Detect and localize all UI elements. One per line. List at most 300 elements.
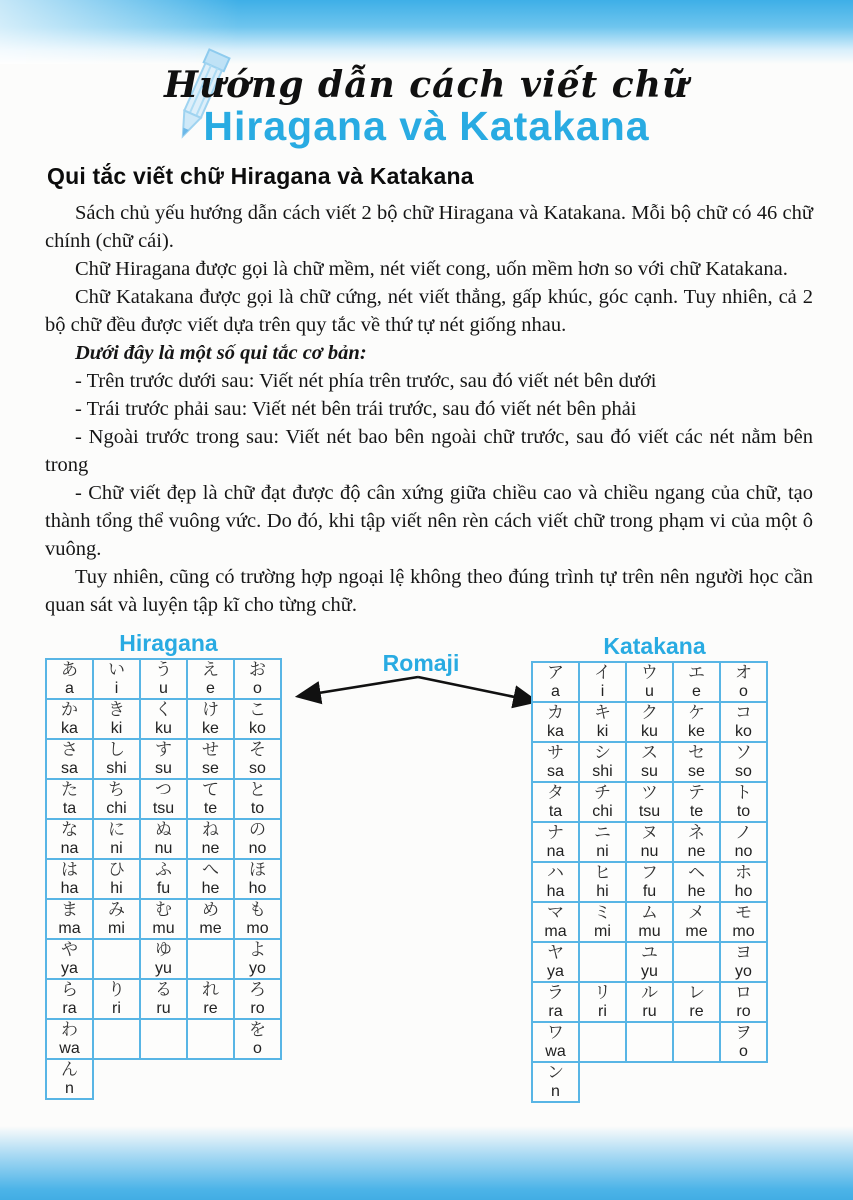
kana-glyph: ち (108, 780, 125, 800)
kana-glyph: ハ (547, 863, 564, 883)
kana-glyph: ン (547, 1063, 564, 1083)
romaji-text: wa (59, 1040, 80, 1057)
kana-cell-a (46, 659, 93, 699)
kana-cell-empty (673, 1022, 720, 1062)
kana-glyph: わ (61, 1020, 78, 1040)
romaji-text: su (155, 760, 172, 777)
kana-cell-o (234, 1019, 281, 1059)
kana-cell-shi (579, 742, 626, 782)
kana-glyph: つ (155, 780, 172, 800)
romaji-text: ri (112, 1000, 121, 1017)
hiragana-table (45, 658, 282, 1100)
paragraph-katakana: Chữ Katakana được gọi là chữ cứng, nét viết thẳng, gấp khúc, góc cạnh. Tuy nhiên, cả 2 bộ chữ đều được viết dựa trên quy tắc về thứ tự nét giống nhau. (45, 286, 813, 336)
kana-glyph: や (61, 940, 78, 960)
kana-cell-me (673, 902, 720, 942)
kana-glyph: す (155, 740, 172, 760)
romaji-text: shi (106, 760, 127, 777)
romaji-text: fu (156, 880, 171, 897)
romaji-text: sa (547, 763, 564, 780)
kana-glyph: ニ (594, 823, 611, 843)
romaji-text: no (248, 840, 267, 857)
romaji-text: ho (734, 883, 753, 900)
kana-glyph: ね (202, 820, 219, 840)
romaji-text: n (551, 1083, 560, 1100)
bottom-gradient-band (0, 1126, 853, 1200)
romaji-text: mo (246, 920, 269, 937)
page-title: Hiragana và Katakana (203, 103, 650, 149)
kana-cell-n (46, 1059, 93, 1099)
kana-cell-hi (93, 859, 140, 899)
romaji-text: ni (596, 843, 609, 860)
kana-cell-nu (140, 819, 187, 859)
kana-glyph: ト (735, 783, 752, 803)
kana-glyph: ム (641, 903, 658, 923)
romaji-text: ya (61, 960, 78, 977)
kana-cell-ha (46, 859, 93, 899)
kana-glyph: ル (641, 983, 658, 1003)
kana-glyph: テ (688, 783, 705, 803)
kana-glyph: チ (594, 783, 611, 803)
romaji-text: ni (110, 840, 123, 857)
romaji-text: se (688, 763, 705, 780)
kana-cell-te (187, 779, 234, 819)
kana-cell-empty (93, 939, 140, 979)
romaji-text: sa (61, 760, 78, 777)
kana-cell-ku (140, 699, 187, 739)
kana-row (46, 659, 281, 699)
romaji-text: ya (547, 963, 564, 980)
kana-cell-ke (673, 702, 720, 742)
kana-cell-na (532, 822, 579, 862)
romaji-text: ne (687, 843, 706, 860)
kana-cell-ni (93, 819, 140, 859)
kana-cell-ku (626, 702, 673, 742)
kana-row (532, 1062, 767, 1102)
romaji-text: me (685, 923, 708, 940)
kana-cell-empty (140, 1019, 187, 1059)
kana-glyph: ミ (594, 903, 611, 923)
kana-row (532, 662, 767, 702)
romaji-text: e (692, 683, 701, 700)
kana-cell-ha (532, 862, 579, 902)
kana-cell-e (673, 662, 720, 702)
romaji-text: hi (110, 880, 123, 897)
kana-glyph: メ (688, 903, 705, 923)
kana-cell-to (234, 779, 281, 819)
romaji-text: mi (108, 920, 125, 937)
kana-cell-ro (720, 982, 767, 1022)
romaji-text: hi (596, 883, 609, 900)
romaji-text: ro (250, 1000, 265, 1017)
romaji-text: ha (60, 880, 79, 897)
kana-cell-empty (579, 1022, 626, 1062)
kana-cell-na (46, 819, 93, 859)
kana-row (46, 819, 281, 859)
kana-cell-he (187, 859, 234, 899)
kana-glyph: ナ (547, 823, 564, 843)
romaji-text: ka (61, 720, 78, 737)
kana-glyph: お (249, 660, 266, 680)
romaji-text: ru (156, 1000, 171, 1017)
kana-cell-o (720, 1022, 767, 1062)
kana-glyph: ラ (547, 983, 564, 1003)
kana-cell-ne (187, 819, 234, 859)
romaji-text: ma (58, 920, 81, 937)
script-title: Hướng dẫn cách viết chữ (163, 64, 690, 106)
kana-glyph: ふ (155, 860, 172, 880)
kana-cell-ya (46, 939, 93, 979)
romaji-text: ka (547, 723, 564, 740)
kana-cell-e (187, 659, 234, 699)
kana-glyph: よ (249, 940, 266, 960)
kana-cell-shi (93, 739, 140, 779)
kana-cell-tsu (626, 782, 673, 822)
rule-item-top-first: - Trên trước dưới sau: Viết nét phía trên trước, sau đó viết nét bên dưới (75, 370, 657, 392)
romaji-text: ra (548, 1003, 563, 1020)
romaji-text: nu (640, 843, 659, 860)
kana-glyph: を (249, 1020, 266, 1040)
kana-cell-ki (579, 702, 626, 742)
kana-glyph: し (108, 740, 125, 760)
kana-glyph: サ (547, 743, 564, 763)
romaji-text: ma (544, 923, 567, 940)
kana-glyph: ん (61, 1060, 78, 1080)
kana-glyph: ネ (688, 823, 705, 843)
kana-cell-a (532, 662, 579, 702)
kana-cell-yu (140, 939, 187, 979)
romaji-text: ho (248, 880, 267, 897)
paragraph-hiragana: Chữ Hiragana được gọi là chữ mềm, nét viết cong, uốn mềm hơn so với chữ Katakana. (75, 258, 788, 280)
kana-glyph: の (249, 820, 266, 840)
body-text (45, 163, 813, 619)
kana-cell-tsu (140, 779, 187, 819)
kana-cell-re (187, 979, 234, 1019)
kana-glyph: ゆ (155, 940, 172, 960)
kana-cell-ho (234, 859, 281, 899)
kana-glyph: た (61, 780, 78, 800)
kana-cell-no (234, 819, 281, 859)
romaji-text: na (60, 840, 79, 857)
kana-row (532, 1022, 767, 1062)
kana-glyph: こ (249, 700, 266, 720)
romaji-text: ko (249, 720, 266, 737)
kana-glyph: め (202, 900, 219, 920)
romaji-text: mo (732, 923, 755, 940)
kana-cell-i (579, 662, 626, 702)
kana-glyph: り (108, 980, 125, 1000)
romaji-text: ta (548, 803, 563, 820)
kana-cell-fu (626, 862, 673, 902)
kana-cell-ka (46, 699, 93, 739)
kana-glyph: て (202, 780, 219, 800)
rules-intro: Dưới đây là một số qui tắc cơ bản: (75, 342, 367, 364)
katakana-table (531, 661, 768, 1103)
kana-glyph: ノ (735, 823, 752, 843)
kana-glyph: レ (688, 983, 705, 1003)
kana-glyph: タ (547, 783, 564, 803)
romaji-text: ta (62, 800, 77, 817)
rule-item-balance: - Chữ viết đẹp là chữ đạt được độ cân xứng giữa chiều cao và chiều ngang của chữ, tạo thành tổng thể vuông vức. Do đó, khi tập viết nên rèn cách viết chữ trong phạm vi của một ô vuông. (45, 482, 813, 560)
kana-cell-mu (140, 899, 187, 939)
romaji-text: ki (110, 720, 123, 737)
kana-glyph: ロ (735, 983, 752, 1003)
romaji-text: so (735, 763, 752, 780)
kana-cell-empty (673, 942, 720, 982)
romaji-text: so (249, 760, 266, 777)
kana-cell-ne (673, 822, 720, 862)
romaji-text: ke (688, 723, 705, 740)
kana-cell-ki (93, 699, 140, 739)
kana-cell-wa (46, 1019, 93, 1059)
kana-cell-ra (532, 982, 579, 1022)
kana-row (532, 942, 767, 982)
romaji-text: no (734, 843, 753, 860)
romaji-text: he (201, 880, 220, 897)
kana-glyph: ホ (735, 863, 752, 883)
kana-glyph: ク (641, 703, 658, 723)
kana-cell-empty (93, 1019, 140, 1059)
kana-glyph: え (202, 660, 219, 680)
kana-cell-to (720, 782, 767, 822)
romaji-text: ri (598, 1003, 607, 1020)
kana-glyph: む (155, 900, 172, 920)
romaji-text: ku (641, 723, 658, 740)
arrow-to-katakana (418, 677, 534, 701)
katakana-table-label: Katakana (603, 633, 706, 659)
romaji-text: ro (736, 1003, 751, 1020)
kana-glyph: ま (61, 900, 78, 920)
kana-cell-yu (626, 942, 673, 982)
kana-glyph: に (108, 820, 125, 840)
kana-cell-me (187, 899, 234, 939)
kana-glyph: ヲ (735, 1023, 752, 1043)
kana-cell-ta (532, 782, 579, 822)
arrow-to-hiragana (300, 677, 418, 696)
kana-glyph: そ (249, 740, 266, 760)
kana-row (532, 782, 767, 822)
kana-glyph: ツ (641, 783, 658, 803)
kana-glyph: み (108, 900, 125, 920)
katakana-table-wrap (531, 661, 768, 1103)
romaji-label: Romaji (382, 650, 460, 676)
kana-cell-so (720, 742, 767, 782)
romaji-text: chi (592, 803, 613, 820)
kana-cell-su (626, 742, 673, 782)
kana-cell-u (626, 662, 673, 702)
kana-glyph: ウ (641, 663, 658, 683)
romaji-text: he (687, 883, 706, 900)
kana-glyph: ヤ (547, 943, 564, 963)
kana-glyph: ユ (641, 943, 658, 963)
romaji-text: ra (62, 1000, 77, 1017)
kana-cell-ma (532, 902, 579, 942)
kana-glyph: ひ (108, 860, 125, 880)
kana-glyph: ア (547, 663, 564, 683)
kana-glyph: ほ (249, 860, 266, 880)
kana-cell-empty (626, 1022, 673, 1062)
rule-item-outside-first: - Ngoài trước trong sau: Viết nét bao bên ngoài chữ trước, sau đó viết các nét nằm bên trong (45, 426, 813, 476)
kana-cell-he (673, 862, 720, 902)
kana-row (46, 979, 281, 1019)
romaji-text: nu (154, 840, 173, 857)
kana-cell-ro (234, 979, 281, 1019)
kana-glyph: イ (594, 663, 611, 683)
kana-row (46, 899, 281, 939)
kana-row (532, 982, 767, 1022)
kana-cell-hi (579, 862, 626, 902)
kana-row (46, 699, 281, 739)
romaji-text: u (645, 683, 654, 700)
kana-glyph: ヌ (641, 823, 658, 843)
kana-cell-ko (720, 702, 767, 742)
kana-cell-o (720, 662, 767, 702)
romaji-text: ki (596, 723, 609, 740)
kana-cell-ri (579, 982, 626, 1022)
kana-cell-te (673, 782, 720, 822)
kana-row (532, 902, 767, 942)
kana-row (46, 779, 281, 819)
hiragana-table-wrap (45, 658, 282, 1100)
kana-cell-se (187, 739, 234, 779)
kana-row (532, 822, 767, 862)
romaji-text: o (739, 683, 748, 700)
kana-glyph: れ (202, 980, 219, 1000)
romaji-text: yo (735, 963, 752, 980)
kana-cell-mi (93, 899, 140, 939)
romaji-text: te (689, 803, 704, 820)
kana-glyph: キ (594, 703, 611, 723)
romaji-text: a (65, 680, 74, 697)
kana-glyph: エ (688, 663, 705, 683)
kana-glyph: あ (61, 660, 78, 680)
kana-cell-no (720, 822, 767, 862)
kana-glyph: も (249, 900, 266, 920)
kana-glyph: セ (688, 743, 705, 763)
romaji-text: ku (155, 720, 172, 737)
kana-cell-empty (579, 942, 626, 982)
romaji-text: mi (594, 923, 611, 940)
kana-glyph: モ (735, 903, 752, 923)
kana-cell-so (234, 739, 281, 779)
kana-glyph: オ (735, 663, 752, 683)
kana-glyph: か (61, 700, 78, 720)
kana-cell-mo (720, 902, 767, 942)
romaji-text: mu (152, 920, 175, 937)
kana-glyph: き (108, 700, 125, 720)
kana-glyph: る (155, 980, 172, 1000)
kana-glyph: コ (735, 703, 752, 723)
kana-row (46, 939, 281, 979)
kana-cell-mu (626, 902, 673, 942)
kana-cell-ko (234, 699, 281, 739)
romaji-text: fu (642, 883, 657, 900)
kana-glyph: く (155, 700, 172, 720)
kana-glyph: ヘ (688, 863, 705, 883)
kana-glyph: ソ (735, 743, 752, 763)
kana-cell-re (673, 982, 720, 1022)
kana-cell-wa (532, 1022, 579, 1062)
romaji-text: u (159, 680, 168, 697)
romaji-text: tsu (638, 803, 661, 820)
romaji-text: ru (642, 1003, 657, 1020)
kana-row (46, 859, 281, 899)
romaji-text: shi (592, 763, 613, 780)
kana-cell-i (93, 659, 140, 699)
kana-cell-yo (234, 939, 281, 979)
romaji-text: tsu (152, 800, 175, 817)
kana-glyph: せ (202, 740, 219, 760)
romaji-text: yu (155, 960, 172, 977)
kana-cell-ni (579, 822, 626, 862)
romaji-text: yo (249, 960, 266, 977)
kana-glyph: け (202, 700, 219, 720)
kana-cell-n (532, 1062, 579, 1102)
kana-glyph: は (61, 860, 78, 880)
kana-row (46, 1059, 281, 1099)
kana-glyph: ワ (547, 1023, 564, 1043)
kana-row (532, 702, 767, 742)
romaji-text: mu (638, 923, 661, 940)
kana-cell-ri (93, 979, 140, 1019)
kana-glyph: フ (641, 863, 658, 883)
kana-cell-empty (187, 1019, 234, 1059)
romaji-text: yu (641, 963, 658, 980)
romaji-text: i (114, 680, 119, 697)
romaji-text: ha (546, 883, 565, 900)
kana-glyph: リ (594, 983, 611, 1003)
romaji-text: o (739, 1043, 748, 1060)
kana-glyph: ケ (688, 703, 705, 723)
kana-cell-sa (532, 742, 579, 782)
kana-cell-yo (720, 942, 767, 982)
romaji-text: se (202, 760, 219, 777)
kana-cell-su (140, 739, 187, 779)
kana-cell-ke (187, 699, 234, 739)
kana-cell-ru (140, 979, 187, 1019)
romaji-text: re (203, 1000, 218, 1017)
kana-glyph: へ (202, 860, 219, 880)
romaji-text: a (551, 683, 560, 700)
kana-glyph: カ (547, 703, 564, 723)
closing-paragraph: Tuy nhiên, cũng có trường hợp ngoại lệ không theo đúng trình tự trên nên người học cần quan sát và luyện tập kĩ cho từng chữ. (45, 566, 813, 616)
kana-cell-mo (234, 899, 281, 939)
romaji-text: wa (545, 1043, 566, 1060)
romaji-text: re (689, 1003, 704, 1020)
hiragana-table-label: Hiragana (119, 630, 218, 656)
kana-cell-sa (46, 739, 93, 779)
romaji-text: te (203, 800, 218, 817)
kana-glyph: さ (61, 740, 78, 760)
romaji-text: o (253, 1040, 262, 1057)
kana-row (532, 862, 767, 902)
kana-glyph: シ (594, 743, 611, 763)
kana-cell-ho (720, 862, 767, 902)
romaji-text: n (65, 1080, 74, 1097)
romaji-text: to (736, 803, 751, 820)
section-heading: Qui tắc viết chữ Hiragana và Katakana (47, 163, 474, 189)
kana-cell-ka (532, 702, 579, 742)
romaji-text: me (199, 920, 222, 937)
romaji-text: ne (201, 840, 220, 857)
kana-cell-chi (579, 782, 626, 822)
kana-cell-o (234, 659, 281, 699)
kana-glyph: い (108, 660, 125, 680)
kana-cell-mi (579, 902, 626, 942)
kana-cell-ta (46, 779, 93, 819)
romaji-text: o (253, 680, 262, 697)
kana-cell-fu (140, 859, 187, 899)
kana-row (46, 739, 281, 779)
